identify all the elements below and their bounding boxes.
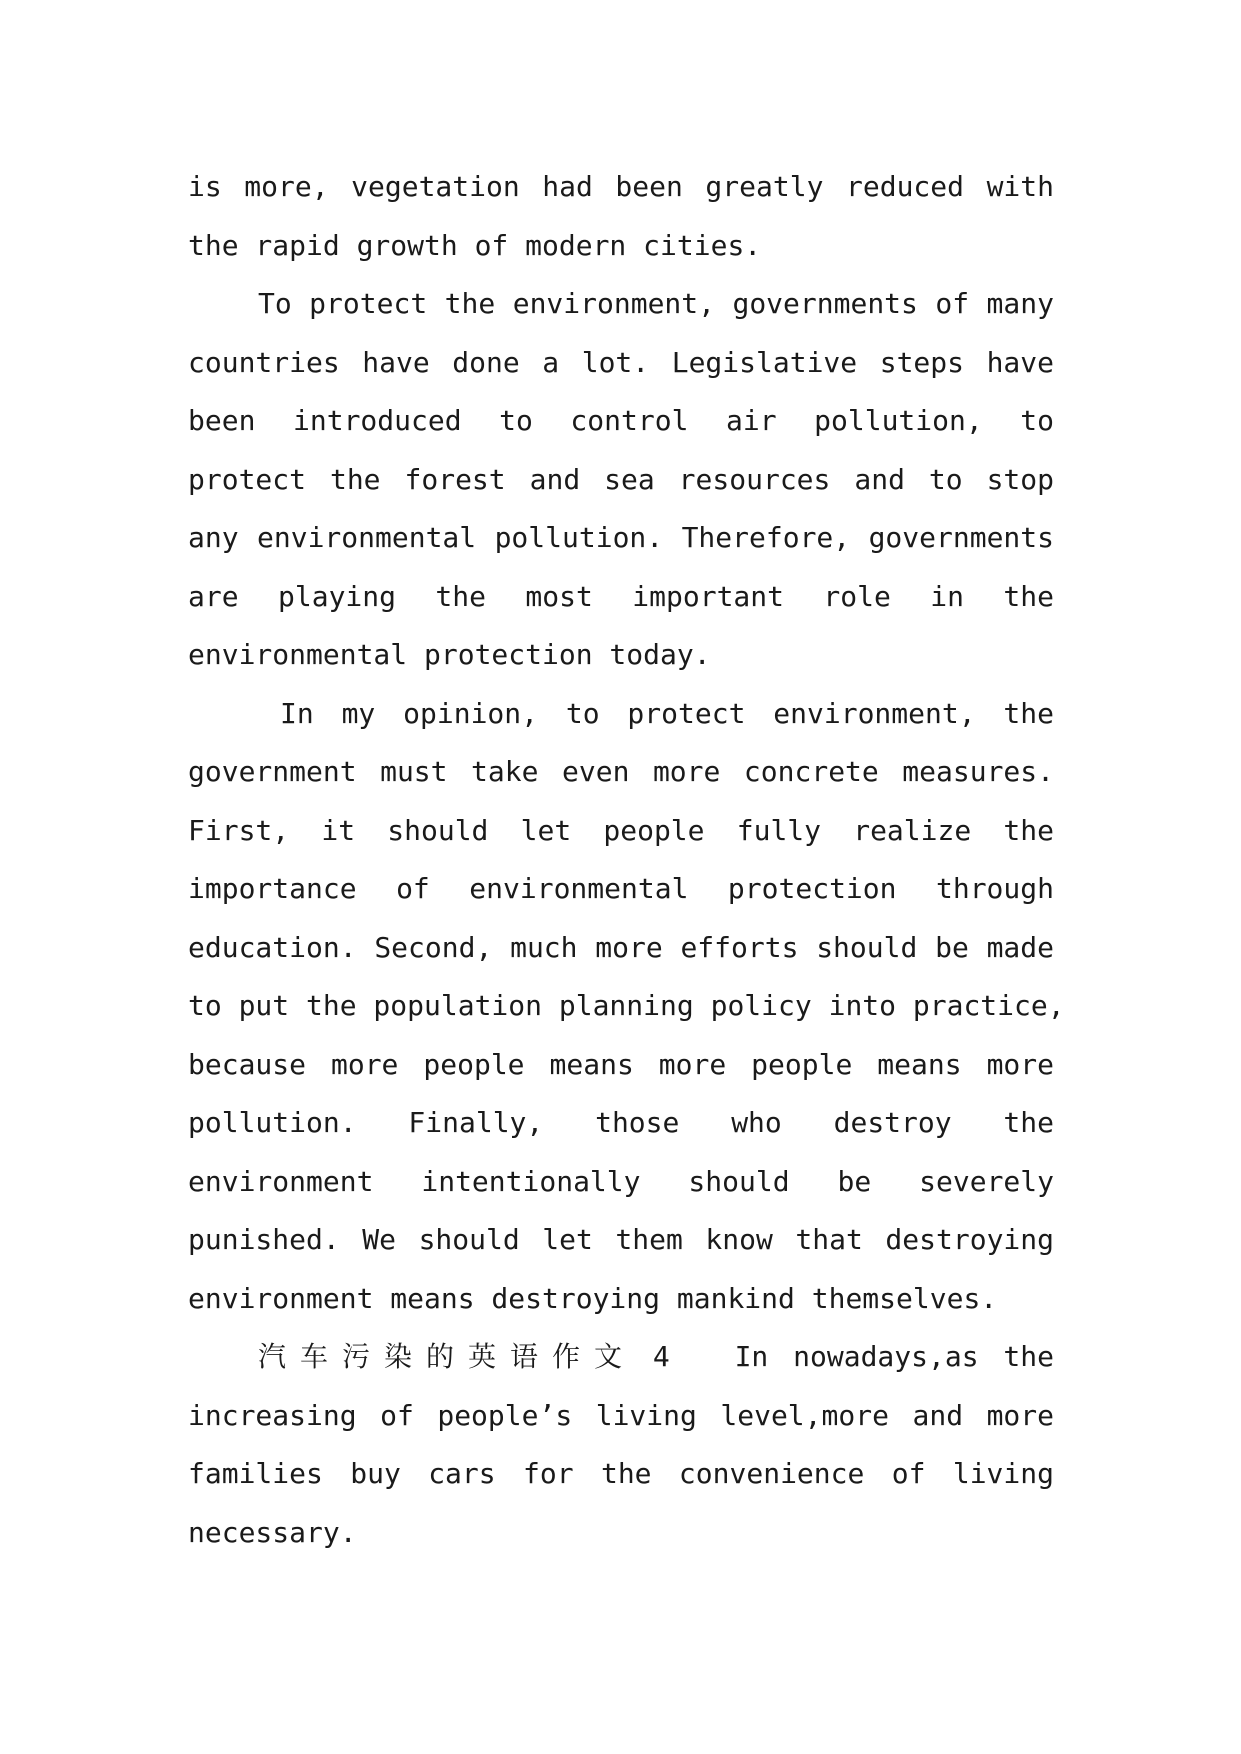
text-line-with-heading <box>188 1328 1054 1387</box>
text-line: because more people means more people means more <box>188 1047 1054 1081</box>
essay-heading-number: 4 <box>652 1340 670 1373</box>
text-line: environment means destroying mankind themselves. <box>188 1281 998 1315</box>
text-line: government must take even more concrete measures. <box>188 755 1054 788</box>
text-line: any environmental pollution. Therefore, governments <box>188 521 1054 554</box>
text-line: been introduced to control air pollution, to <box>188 404 1054 437</box>
text-line: punished. We should let them know that destroying <box>188 1223 1054 1256</box>
text-line: To protect the environment, governments of many <box>258 287 1054 320</box>
text-line: environment intentionally should be severely <box>188 1164 1054 1198</box>
text-line: In my opinion, to protect environment, the <box>280 696 1054 730</box>
text-line: the rapid growth of modern cities. <box>188 228 762 262</box>
text-line: First, it should let people fully realize the <box>188 813 1054 847</box>
text-line: necessary. <box>188 1515 357 1549</box>
text-line: education. Second, much more efforts should be made <box>188 930 1054 964</box>
text-line: families buy cars for the convenience of living <box>188 1457 1054 1490</box>
text-line: are playing the most important role in the <box>188 579 1054 613</box>
text-line: pollution. Finally, those who destroy the <box>188 1106 1054 1139</box>
paragraph-1 <box>188 158 1054 275</box>
text-line: to put the population planning policy into practice, <box>188 989 1065 1022</box>
text-line: increasing of people’s living level,more and more <box>188 1398 1054 1432</box>
text-line: countries have done a lot. Legislative steps have <box>188 345 1054 379</box>
text-line: importance of environmental protection through <box>188 872 1054 905</box>
text-fragment: In nowadays,as the <box>734 1340 1054 1373</box>
paragraph-4 <box>188 1328 1054 1562</box>
text-line: environmental protection today. <box>188 638 711 671</box>
paragraph-3 <box>188 685 1065 1329</box>
paragraph-2 <box>188 275 1054 685</box>
text-line: protect the forest and sea resources and to stop <box>188 462 1054 496</box>
document-body <box>188 158 1065 1562</box>
essay-heading-cn: 汽车污染的英语作文 <box>258 1340 637 1373</box>
text-line: is more, vegetation had been greatly reduced with <box>188 170 1054 203</box>
essay-heading <box>258 1328 670 1387</box>
